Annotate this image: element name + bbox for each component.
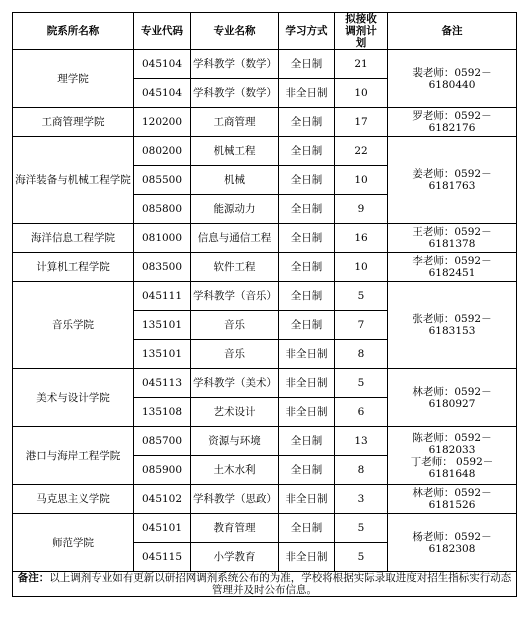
college-cell: 美术与设计学院 <box>13 369 134 427</box>
major-cell: 工商管理 <box>191 108 279 137</box>
major-cell: 土木水利 <box>191 456 279 485</box>
table-row <box>13 50 517 79</box>
table-row <box>13 282 517 311</box>
contact-text: 张老师：0592－6183153 <box>412 313 492 337</box>
table-row <box>13 108 517 137</box>
code-cell: 081000 <box>134 224 191 253</box>
plan-cell: 9 <box>335 195 388 224</box>
remark-cell <box>388 514 517 572</box>
plan-cell: 13 <box>335 427 388 456</box>
mode-cell: 非全日制 <box>279 369 335 398</box>
plan-cell: 10 <box>335 79 388 108</box>
mode-cell: 全日制 <box>279 137 335 166</box>
plan-cell: 5 <box>335 369 388 398</box>
major-cell: 学科教学（思政） <box>191 485 279 514</box>
major-cell: 音乐 <box>191 311 279 340</box>
contact-text: 丁老师： 0592－6181648 <box>410 455 494 480</box>
plan-cell: 8 <box>335 340 388 369</box>
remark-cell <box>388 50 517 108</box>
code-cell: 045101 <box>134 514 191 543</box>
major-cell: 学科教学（美术） <box>191 369 279 398</box>
mode-cell: 非全日制 <box>279 340 335 369</box>
college-cell: 海洋信息工程学院 <box>13 224 134 253</box>
major-cell: 机械 <box>191 166 279 195</box>
code-cell: 045102 <box>134 485 191 514</box>
mode-cell: 全日制 <box>279 108 335 137</box>
contact-text: 林老师：0592－6181526 <box>412 487 492 511</box>
table-body <box>13 50 517 572</box>
remark-cell <box>388 137 517 224</box>
table-row <box>13 427 517 456</box>
plan-cell: 7 <box>335 311 388 340</box>
code-cell: 085500 <box>134 166 191 195</box>
major-cell: 学科教学（音乐） <box>191 282 279 311</box>
header-code: 专业代码 <box>134 13 191 50</box>
code-cell: 083500 <box>134 253 191 282</box>
remark-cell <box>388 108 517 137</box>
table-row <box>13 514 517 543</box>
remark-cell <box>388 427 517 485</box>
code-cell: 085700 <box>134 427 191 456</box>
major-cell: 软件工程 <box>191 253 279 282</box>
contact-text: 姜老师：0592－6181763 <box>412 168 492 192</box>
remark-cell <box>388 253 517 282</box>
plan-cell: 21 <box>335 50 388 79</box>
plan-cell: 5 <box>335 514 388 543</box>
contact-text: 李老师：0592－6182451 <box>412 255 492 279</box>
mode-cell: 非全日制 <box>279 398 335 427</box>
mode-cell: 全日制 <box>279 514 335 543</box>
code-cell: 085800 <box>134 195 191 224</box>
table-row <box>13 224 517 253</box>
contact-text: 王老师：0592－6181378 <box>412 226 492 250</box>
remark-cell <box>388 282 517 369</box>
mode-cell: 全日制 <box>279 224 335 253</box>
mode-cell: 非全日制 <box>279 79 335 108</box>
major-cell: 机械工程 <box>191 137 279 166</box>
footnote-label: 备注： <box>17 572 50 584</box>
college-cell: 港口与海岸工程学院 <box>13 427 134 485</box>
mode-cell: 全日制 <box>279 50 335 79</box>
major-cell: 学科教学（数学） <box>191 79 279 108</box>
college-cell: 马克思主义学院 <box>13 485 134 514</box>
major-cell: 能源动力 <box>191 195 279 224</box>
contact-text: 罗老师：0592－6182176 <box>412 110 492 134</box>
major-cell: 学科教学（数学） <box>191 50 279 79</box>
plan-cell: 3 <box>335 485 388 514</box>
mode-cell: 全日制 <box>279 427 335 456</box>
table-row <box>13 369 517 398</box>
header-mode: 学习方式 <box>279 13 335 50</box>
header-plan: 拟接收调剂计划 <box>335 13 388 50</box>
mode-cell: 全日制 <box>279 166 335 195</box>
remark-cell <box>388 224 517 253</box>
mode-cell: 非全日制 <box>279 485 335 514</box>
header-major: 专业名称 <box>191 13 279 50</box>
table-row <box>13 253 517 282</box>
mode-cell: 全日制 <box>279 456 335 485</box>
contact-text: 裴老师：0592－6180440 <box>412 66 492 91</box>
plan-cell: 6 <box>335 398 388 427</box>
college-cell: 音乐学院 <box>13 282 134 369</box>
header-college: 院系所名称 <box>13 13 134 50</box>
contact-text: 陈老师：0592－6182033 <box>412 431 492 456</box>
adjustment-plan-table <box>12 12 517 597</box>
code-cell: 045115 <box>134 543 191 572</box>
code-cell: 080200 <box>134 137 191 166</box>
mode-cell: 全日制 <box>279 253 335 282</box>
college-cell: 师范学院 <box>13 514 134 572</box>
plan-cell: 5 <box>335 543 388 572</box>
code-cell: 085900 <box>134 456 191 485</box>
mode-cell: 全日制 <box>279 195 335 224</box>
footnote-row <box>13 572 517 597</box>
table-row <box>13 137 517 166</box>
footnote-text: 以上调剂专业如有更新以研招网调剂系统公布的为准，学校将根据实际录取进度对招生指标实行动态管理并及时公布信息。 <box>49 572 512 596</box>
code-cell: 135108 <box>134 398 191 427</box>
plan-cell: 22 <box>335 137 388 166</box>
footnote-cell <box>13 572 517 597</box>
major-cell: 小学教育 <box>191 543 279 572</box>
mode-cell: 全日制 <box>279 311 335 340</box>
major-cell: 音乐 <box>191 340 279 369</box>
code-cell: 045113 <box>134 369 191 398</box>
contact-text: 林老师：0592－6180927 <box>412 385 492 410</box>
major-cell: 资源与环境 <box>191 427 279 456</box>
major-cell: 信息与通信工程 <box>191 224 279 253</box>
college-cell: 工商管理学院 <box>13 108 134 137</box>
code-cell: 120200 <box>134 108 191 137</box>
plan-cell: 17 <box>335 108 388 137</box>
college-cell: 理学院 <box>13 50 134 108</box>
code-cell: 045111 <box>134 282 191 311</box>
code-cell: 135101 <box>134 340 191 369</box>
plan-cell: 10 <box>335 166 388 195</box>
code-cell: 045104 <box>134 50 191 79</box>
code-cell: 135101 <box>134 311 191 340</box>
table-row <box>13 485 517 514</box>
remark-cell <box>388 369 517 427</box>
plan-cell: 8 <box>335 456 388 485</box>
contact-text: 杨老师：0592－6182308 <box>412 530 492 555</box>
college-cell: 计算机工程学院 <box>13 253 134 282</box>
plan-cell: 5 <box>335 282 388 311</box>
code-cell: 045104 <box>134 79 191 108</box>
college-cell: 海洋装备与机械工程学院 <box>13 137 134 224</box>
mode-cell: 非全日制 <box>279 543 335 572</box>
remark-cell <box>388 485 517 514</box>
major-cell: 艺术设计 <box>191 398 279 427</box>
header-remark: 备注 <box>388 13 517 50</box>
mode-cell: 全日制 <box>279 282 335 311</box>
plan-cell: 16 <box>335 224 388 253</box>
major-cell: 教育管理 <box>191 514 279 543</box>
plan-cell: 10 <box>335 253 388 282</box>
table-header-row <box>13 13 517 50</box>
